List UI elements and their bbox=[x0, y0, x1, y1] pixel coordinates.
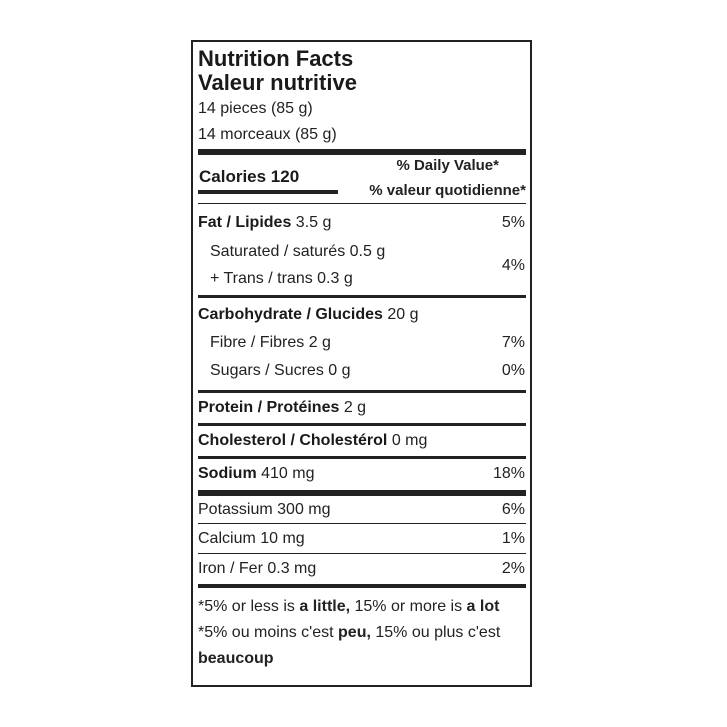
cholesterol-label: Cholesterol / Cholestérol bbox=[198, 432, 388, 449]
calories-underline bbox=[198, 190, 338, 194]
fat-label: Fat / Lipides bbox=[198, 213, 292, 231]
title-fr: Valeur nutritive bbox=[198, 70, 357, 95]
sugars-row bbox=[198, 357, 526, 385]
fibre-row bbox=[198, 329, 526, 357]
sodium-label: Sodium bbox=[198, 464, 257, 482]
daily-value-header-en: % Daily Value* bbox=[396, 157, 499, 174]
carbohydrate-row bbox=[198, 298, 526, 329]
potassium-percent: 6% bbox=[501, 500, 525, 518]
footnote-fr: *5% ou moins c'est peu, 15% ou plus c'est beaucoup bbox=[198, 624, 501, 667]
serving-size-en: 14 pieces (85 g) bbox=[198, 100, 313, 117]
title-en: Nutrition Facts bbox=[198, 46, 354, 71]
potassium-row bbox=[198, 496, 526, 523]
cholesterol-row bbox=[198, 426, 526, 456]
sodium-percent: 18% bbox=[492, 464, 525, 482]
iron-row bbox=[198, 554, 526, 583]
trans-label: + Trans / trans 0.3 g bbox=[210, 270, 353, 287]
sodium-amount: 410 mg bbox=[261, 464, 315, 482]
daily-value-header-fr: % valeur quotidienne* bbox=[369, 182, 526, 199]
calories-label: Calories 120 bbox=[199, 167, 300, 186]
fat-row bbox=[198, 204, 526, 239]
protein-label: Protein / Protéines bbox=[198, 399, 340, 416]
serving-size-fr: 14 morceaux (85 g) bbox=[198, 126, 337, 143]
saturated-trans-percent: 4% bbox=[501, 257, 525, 274]
protein-amount: 2 g bbox=[343, 399, 367, 416]
saturated-label: Saturated / saturés 0.5 g bbox=[210, 243, 386, 260]
sugars-label: Sugars / Sucres 0 g bbox=[210, 362, 351, 379]
fat-percent: 5% bbox=[501, 213, 525, 231]
iron-label: Iron / Fer 0.3 mg bbox=[198, 559, 317, 577]
sodium-row bbox=[198, 459, 526, 488]
footnote-en: *5% or less is a little, 15% or more is a lot bbox=[198, 598, 500, 615]
calcium-label: Calcium 10 mg bbox=[198, 529, 305, 547]
fat-amount: 3.5 g bbox=[295, 213, 332, 231]
protein-row bbox=[198, 393, 526, 423]
fibre-label: Fibre / Fibres 2 g bbox=[210, 334, 331, 351]
carbohydrate-label: Carbohydrate / Glucides bbox=[198, 305, 383, 323]
sugars-percent: 0% bbox=[501, 362, 525, 379]
potassium-label: Potassium 300 mg bbox=[198, 500, 331, 518]
carbohydrate-amount: 20 g bbox=[387, 305, 419, 323]
nutrition-facts-label bbox=[191, 40, 532, 687]
calcium-percent: 1% bbox=[501, 529, 525, 547]
fibre-percent: 7% bbox=[501, 334, 525, 351]
saturated-trans-block bbox=[198, 239, 526, 295]
calcium-row bbox=[198, 524, 526, 553]
iron-percent: 2% bbox=[501, 559, 525, 577]
cholesterol-amount: 0 mg bbox=[391, 432, 428, 449]
calories-block bbox=[198, 155, 526, 204]
